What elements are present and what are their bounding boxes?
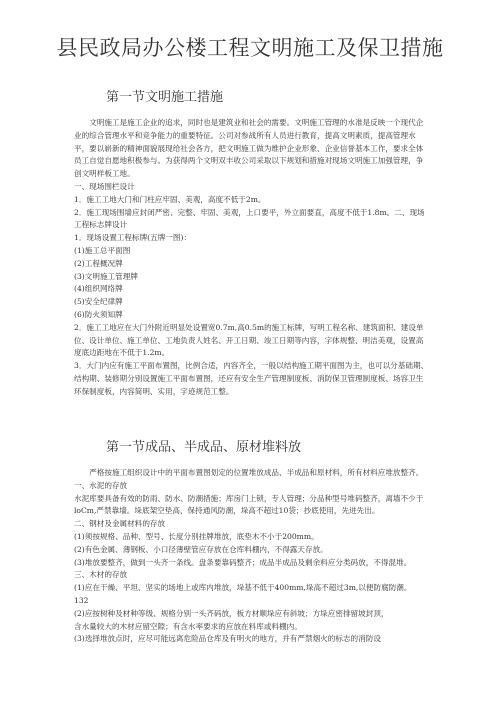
paragraph: 2．施工现场围墙应封闭严密、完整、牢固、美观，上口要平，外立面要直，高度不低于1.8m。二、现场工程标志牌设计 xyxy=(74,207,425,230)
list-item: (2)有色金属、薄钢板、小口径薄壁管应存放在仓库料棚内，不得露天存放。 xyxy=(74,544,328,554)
section-body-material-stacking xyxy=(74,467,430,646)
section-heading-material-stacking: 第一节成品、半成品、原材堆料放 xyxy=(106,440,302,455)
paragraph: 一、现场围栏设计 xyxy=(74,181,135,191)
paragraph: 严格按施工组织设计中的平面布置图划定的位置堆放成品、半成品和原材料，所有材料应堆放整齐。 xyxy=(89,468,424,477)
paragraph: 1．现场设置工程标牌(五牌一图)： xyxy=(74,233,192,243)
section-heading-civilized-construction: 第一节文明施工措施 xyxy=(106,90,224,105)
paragraph: 1．施工工地大门和门柱应牢固、美观，高度不低于2m。 xyxy=(74,194,266,204)
list-item: (2)应按树种及材种等级、规格分别一头齐码放，板方材顺垛应有斜坡；方垛应密排留坡封顶， xyxy=(74,608,389,618)
list-item: (3)文明施工管理牌 xyxy=(74,271,138,281)
paragraph: 3．大门内应有施工平面布置图，比例合适，内容齐全，一般以结构施工期平面图为主，也可以分基础期、结构期、装修期分别设置施工平面布置图，还应有安全生产管理制度板、消防保卫管理制度板、场容卫生环保制度板，内容简明、实用，字迹规范工整。 xyxy=(74,361,429,396)
list-item: (5)安全纪律牌 xyxy=(74,297,123,307)
document-title: 县民政局办公楼工程文明施工及保卫措施 xyxy=(56,36,444,60)
paragraph: 二、钢材及金属材料的存放 xyxy=(74,519,166,529)
page-number: 132 xyxy=(74,595,89,605)
list-item: (3)选择堆放点时，应尽可能远离危险品仓库及有明火的地方，并有严禁烟火的标志的消防设 xyxy=(74,634,381,644)
list-item: (4)组织网络牌 xyxy=(74,284,123,294)
paragraph: 文明施工是施工企业的追求，同时也是建筑业和社会的需要。文明施工管理的水准是反映一个现代企业的综合管理水平和竞争能力的重要特征。公司对参战所有人员进行教育，提高文明素质，提高管理水平，要以崭新的精神面貌展现给社会各方，把文明施工做为维护企业形象、企业信誉基本工作，要求全体员工自觉自愿地积极参与。为获得两个文明双丰收公司采取以下规划和措施对现场文明施工加强管理，争创文明样板工地。 xyxy=(74,118,424,179)
list-item: (1)须按规格、品种、型号、长度分别挂牌堆放，底垫木不小于200mm。 xyxy=(74,531,319,541)
list-item: (1)施工总平面图 xyxy=(74,245,131,255)
list-item: (3)堆放要整齐，做到一头齐一条线。盘条要靠码整齐；成品半成品及剩余料应分类码放，不得混堆。 xyxy=(74,557,412,567)
paragraph: 水泥库要具备有效的防雨、防水、防潮措施；库房门上锁，专人管理；分品种型号堆码整齐，离墙不少于loCm,严禁靠墙。垛底架空垫高，保持通风防潮，垛高不超过10袋；抄底使用，先进先出。 xyxy=(74,493,424,516)
paragraph: 三、木材的存放 xyxy=(74,570,128,580)
list-item: (6)防火须知牌 xyxy=(74,309,123,319)
list-item: (1)应在干燥、平坦、坚实的场地上或库内堆放，垛基不低于400mm,垛高不超过3m,以便防腐防潮。 xyxy=(74,583,412,593)
list-item: (2)工程概况牌 xyxy=(74,258,123,268)
paragraph: 含水量较大的木材应留空隙；有含水率要求的应放在料库或料棚内。 xyxy=(74,621,302,631)
section-body-civilized-construction xyxy=(74,117,430,399)
paragraph: 2．施工工地应在大门外附近明显处设置宽0.7m,高0.5m的施工标牌，写明工程名称、建筑面积、建设单位、设计单位、施工单位、工地负责人姓名、开工日期、竣工日期等内容，字体规整、明洁美观，设置高度底边距地在不低于1.2m。 xyxy=(74,322,424,358)
paragraph: 一、水泥的存放 xyxy=(74,480,128,490)
